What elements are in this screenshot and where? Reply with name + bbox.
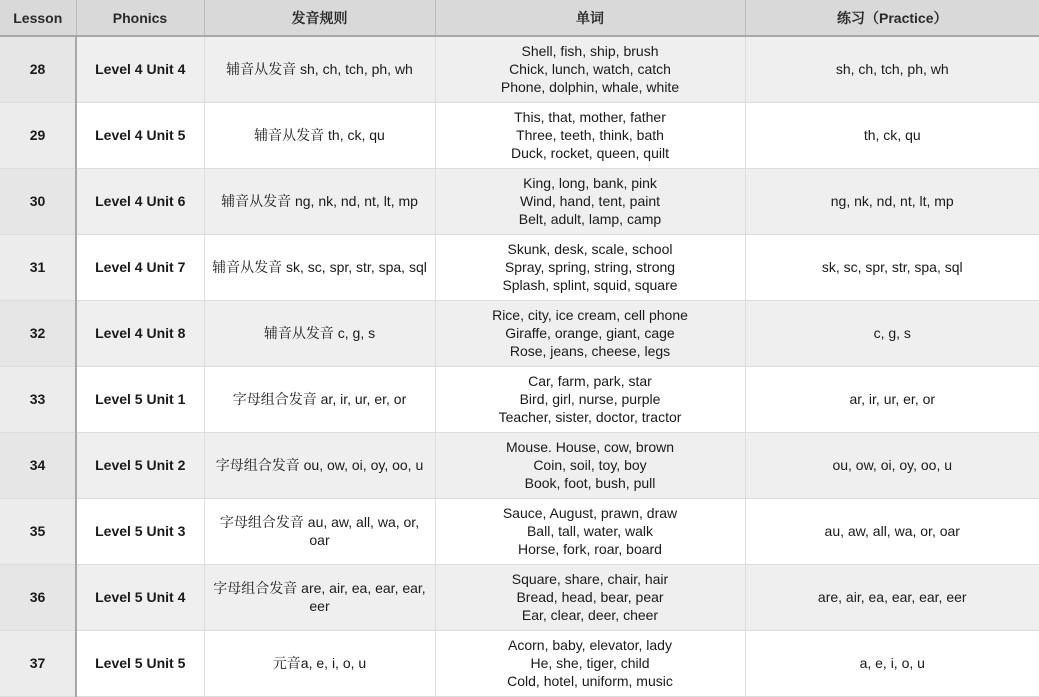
table-header (0, 0, 1039, 36)
word-list (435, 432, 745, 498)
lesson-number: 33 (0, 366, 76, 432)
lesson-number: 37 (0, 630, 76, 696)
header-words: 单词 (435, 0, 745, 36)
word-line: Horse, fork, roar, board (518, 541, 662, 557)
practice-sounds: are, air, ea, ear, ear, eer (745, 564, 1039, 630)
pronunciation-rule: 辅音从发音 sk, sc, spr, str, spa, sql (204, 234, 435, 300)
pronunciation-rule: 字母组合发音 au, aw, all, wa, or, oar (204, 498, 435, 564)
phonics-unit: Level 4 Unit 6 (76, 168, 204, 234)
phonics-unit: Level 5 Unit 1 (76, 366, 204, 432)
word-line: Bread, head, bear, pear (516, 589, 664, 605)
practice-sounds: ar, ir, ur, er, or (745, 366, 1039, 432)
lesson-number: 31 (0, 234, 76, 300)
word-list (435, 36, 745, 102)
pronunciation-rule: 辅音从发音 c, g, s (204, 300, 435, 366)
pronunciation-rule: 元音a, e, i, o, u (204, 630, 435, 696)
table-row (0, 432, 1039, 498)
table-row (0, 300, 1039, 366)
word-line: Square, share, chair, hair (511, 571, 669, 587)
word-list (435, 300, 745, 366)
lesson-number: 36 (0, 564, 76, 630)
practice-sounds: c, g, s (745, 300, 1039, 366)
pronunciation-rule: 字母组合发音 ar, ir, ur, er, or (204, 366, 435, 432)
word-line: Bird, girl, nurse, purple (519, 391, 661, 407)
table-row (0, 102, 1039, 168)
table-row (0, 36, 1039, 102)
word-line: Teacher, sister, doctor, tractor (498, 409, 682, 425)
practice-sounds: th, ck, qu (745, 102, 1039, 168)
word-list (435, 366, 745, 432)
practice-sounds: sh, ch, tch, ph, wh (745, 36, 1039, 102)
word-line: Mouse. House, cow, brown (505, 439, 675, 455)
word-list (435, 234, 745, 300)
table-row (0, 564, 1039, 630)
word-line: Chick, lunch, watch, catch (509, 61, 671, 78)
practice-sounds: a, e, i, o, u (745, 630, 1039, 696)
word-line: Three, teeth, think, bath (516, 127, 664, 143)
practice-sounds: sk, sc, spr, str, spa, sql (745, 234, 1039, 300)
lesson-number: 30 (0, 168, 76, 234)
table-row (0, 498, 1039, 564)
word-line: Phone, dolphin, whale, white (500, 79, 680, 96)
phonics-unit: Level 5 Unit 2 (76, 432, 204, 498)
header-rule: 发音规则 (204, 0, 435, 36)
word-list (435, 630, 745, 696)
pronunciation-rule: 辅音从发音 th, ck, qu (204, 102, 435, 168)
practice-sounds: au, aw, all, wa, or, oar (745, 498, 1039, 564)
word-line: King, long, bank, pink (523, 175, 657, 191)
table-row (0, 366, 1039, 432)
lesson-number: 29 (0, 102, 76, 168)
table-row (0, 168, 1039, 234)
word-line: This, that, mother, father (514, 109, 666, 125)
word-line: Acorn, baby, elevator, lady (508, 637, 672, 653)
word-line: Book, foot, bush, pull (524, 475, 656, 491)
table-row (0, 234, 1039, 300)
word-line: Sauce, August, prawn, draw (502, 505, 678, 521)
phonics-unit: Level 5 Unit 5 (76, 630, 204, 696)
pronunciation-rule: 字母组合发音 ou, ow, oi, oy, oo, u (204, 432, 435, 498)
phonics-unit: Level 4 Unit 4 (76, 36, 204, 102)
table-row (0, 630, 1039, 696)
word-line: Rice, city, ice cream, cell phone (492, 307, 688, 323)
word-line: Car, farm, park, star (528, 373, 652, 389)
word-list (435, 498, 745, 564)
table-body (0, 36, 1039, 696)
word-line: Giraffe, orange, giant, cage (505, 325, 675, 341)
pronunciation-rule: 辅音从发音 sh, ch, tch, ph, wh (204, 36, 435, 102)
word-line: Wind, hand, tent, paint (519, 193, 661, 209)
word-list (435, 564, 745, 630)
word-line: Rose, jeans, cheese, legs (509, 343, 671, 359)
lesson-number: 32 (0, 300, 76, 366)
phonics-unit: Level 4 Unit 7 (76, 234, 204, 300)
header-practice: 练习（Practice） (745, 0, 1039, 36)
word-list (435, 102, 745, 168)
phonics-unit: Level 4 Unit 8 (76, 300, 204, 366)
word-line: He, she, tiger, child (530, 655, 650, 671)
header-phonics: Phonics (76, 0, 204, 36)
word-line: Splash, splint, squid, square (502, 277, 678, 293)
lesson-number: 35 (0, 498, 76, 564)
phonics-unit: Level 5 Unit 3 (76, 498, 204, 564)
word-list (435, 168, 745, 234)
phonics-unit: Level 4 Unit 5 (76, 102, 204, 168)
word-line: Ear, clear, deer, cheer (521, 607, 659, 623)
word-line: Cold, hotel, uniform, music (507, 673, 673, 689)
header-row (0, 0, 1039, 36)
word-line: Spray, spring, string, strong (504, 259, 676, 275)
word-line: Belt, adult, lamp, camp (518, 211, 662, 227)
practice-sounds: ng, nk, nd, nt, lt, mp (745, 168, 1039, 234)
phonics-unit: Level 5 Unit 4 (76, 564, 204, 630)
pronunciation-rule: 辅音从发音 ng, nk, nd, nt, lt, mp (204, 168, 435, 234)
lesson-number: 28 (0, 36, 76, 102)
word-line: Ball, tall, water, walk (526, 523, 654, 539)
word-line: Shell, fish, ship, brush (521, 43, 659, 60)
word-line: Skunk, desk, scale, school (507, 241, 673, 257)
header-lesson: Lesson (0, 0, 76, 36)
pronunciation-rule: 字母组合发音 are, air, ea, ear, ear, eer (204, 564, 435, 630)
lesson-number: 34 (0, 432, 76, 498)
word-line: Coin, soil, toy, boy (533, 457, 647, 473)
word-line: Duck, rocket, queen, quilt (511, 145, 669, 161)
practice-sounds: ou, ow, oi, oy, oo, u (745, 432, 1039, 498)
